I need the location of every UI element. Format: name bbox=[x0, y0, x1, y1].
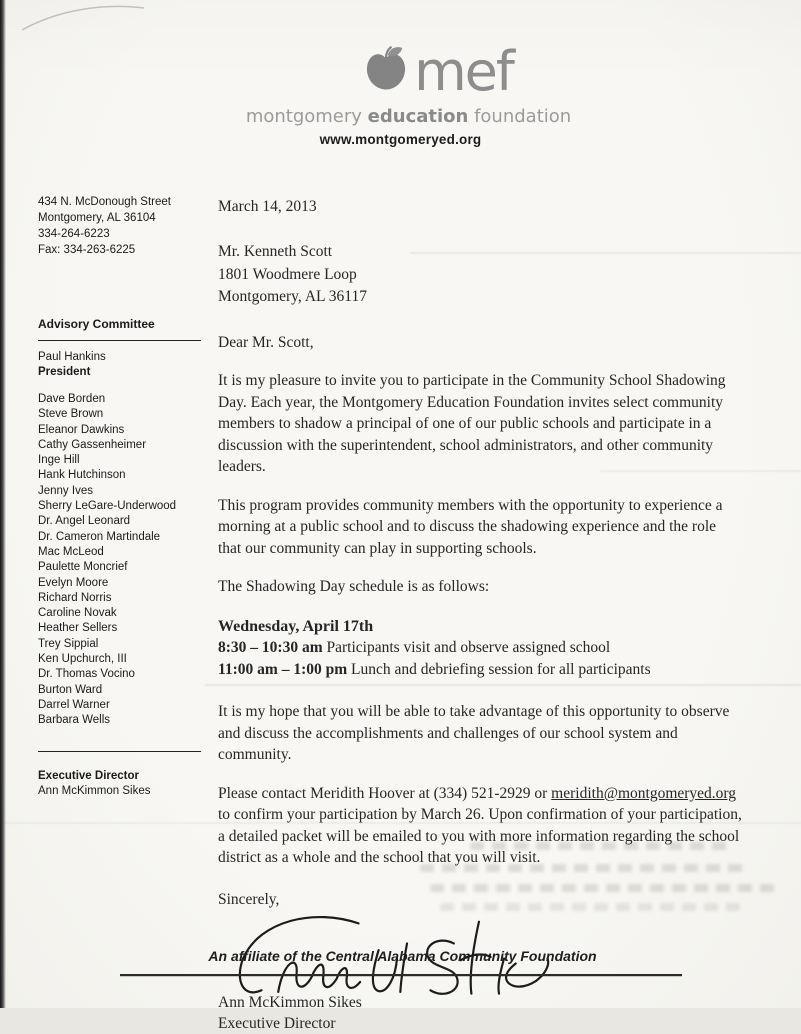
committee-member: Burton Ward bbox=[38, 683, 103, 696]
committee-member: Paulette Moncrief bbox=[38, 561, 128, 574]
scan-scratch-artifact bbox=[18, 0, 148, 32]
committee-member: Dr. Thomas Vocino bbox=[38, 668, 135, 681]
footer bbox=[0, 948, 801, 964]
schedule-desc: Lunch and debriefing session for all participants bbox=[347, 660, 651, 678]
executive-director-block bbox=[38, 769, 210, 799]
address-line: Fax: 334-263-6225 bbox=[38, 244, 136, 256]
committee-member-list bbox=[38, 392, 210, 729]
logo-wordmark: mef bbox=[414, 40, 513, 103]
committee-member: Richard Norris bbox=[38, 591, 112, 604]
executive-director-name: Ann McKimmon Sikes bbox=[38, 784, 151, 797]
paragraph-program: This program provides community members with the opportunity to experience a morning at a public school and to discuss the shadowing experience and the role that our community can play in supporting schools. bbox=[218, 496, 723, 557]
address-line: 334-264-6223 bbox=[38, 228, 110, 240]
paragraph-hope: It is my hope that you will be able to take advantage of this opportunity to observe and discuss the accomplishments and challenges of our school system and community. bbox=[218, 703, 730, 764]
schedule-desc: Participants visit and observe assigned school bbox=[322, 639, 611, 657]
footer-rule bbox=[120, 974, 682, 976]
sidebar bbox=[38, 194, 210, 799]
recipient-line: 1801 Woodmere Loop bbox=[218, 265, 357, 283]
committee-member: Barbara Wells bbox=[38, 714, 111, 727]
apple-icon bbox=[360, 42, 412, 98]
logo-tagline bbox=[8, 106, 801, 127]
president-title: President bbox=[38, 366, 91, 378]
address-line: 434 N. McDonough Street bbox=[38, 196, 171, 208]
committee-member: Cathy Gassenheimer bbox=[38, 438, 147, 451]
executive-director-title: Executive Director bbox=[38, 769, 139, 782]
committee-member: Ken Upchurch, III bbox=[38, 653, 127, 666]
paragraph-contact bbox=[218, 783, 742, 869]
committee-member: Steve Brown bbox=[38, 408, 104, 421]
foundation-address bbox=[38, 194, 210, 258]
schedule-day: Wednesday, April 17th bbox=[218, 617, 374, 635]
tagline-bold: education bbox=[367, 106, 469, 127]
letter-body bbox=[218, 196, 742, 1034]
letter-date: March 14, 2013 bbox=[218, 198, 317, 215]
tagline-post: foundation bbox=[468, 106, 572, 127]
contact-post: to confirm your participation by March 26. Upon confirmation of your participation, a detailed packet will be emailed to you with more information regarding the school district as a whole and the school that you will visit. bbox=[218, 806, 742, 867]
website-url: www.montgomeryed.org bbox=[319, 132, 482, 147]
divider bbox=[38, 340, 201, 341]
committee-member: Dave Borden bbox=[38, 393, 106, 405]
committee-member: Evelyn Moore bbox=[38, 576, 109, 589]
address-line: Montgomery, AL 36104 bbox=[38, 212, 156, 224]
committee-member: Inge Hill bbox=[38, 454, 80, 467]
affiliation-text: An affiliate of the Central Alabama Community Foundation bbox=[208, 948, 597, 964]
committee-member: Dr. Angel Leonard bbox=[38, 515, 131, 528]
schedule-item-lunch bbox=[218, 659, 742, 681]
committee-member: Darrel Warner bbox=[38, 698, 110, 711]
committee-member: Eleanor Dawkins bbox=[38, 423, 125, 436]
committee-member: Trey Sippial bbox=[38, 637, 99, 650]
advisory-committee-heading: Advisory Committee bbox=[38, 317, 155, 331]
letterhead bbox=[0, 36, 801, 147]
recipient-line: Mr. Kenneth Scott bbox=[218, 243, 333, 260]
schedule-intro: The Shadowing Day schedule is as follows: bbox=[218, 578, 490, 596]
contact-pre: Please contact Meridith Hoover at (334) 521-2929 or bbox=[218, 784, 552, 802]
scan-edge-shadow bbox=[0, 0, 6, 1008]
schedule-time: 8:30 – 10:30 am bbox=[218, 639, 323, 657]
schedule-time: 11:00 am – 1:00 pm bbox=[218, 660, 348, 678]
closing: Sincerely, bbox=[218, 890, 280, 908]
email-link: meridith@montgomeryed.org bbox=[551, 784, 737, 802]
committee-member: Hank Hutchinson bbox=[38, 469, 126, 482]
president-name: Paul Hankins bbox=[38, 351, 106, 363]
signature-name: Ann McKimmon Sikes bbox=[218, 994, 362, 1012]
recipient-address bbox=[218, 241, 742, 309]
committee-member: Sherry LeGare-Underwood bbox=[38, 500, 177, 513]
committee-member: Jenny Ives bbox=[38, 484, 93, 497]
committee-member: Caroline Novak bbox=[38, 607, 117, 620]
divider bbox=[38, 751, 201, 752]
signature-title: Executive Director bbox=[218, 1015, 336, 1033]
committee-member: Dr. Cameron Martindale bbox=[38, 530, 161, 543]
recipient-line: Montgomery, AL 36117 bbox=[218, 288, 367, 306]
tagline-pre: montgomery bbox=[245, 106, 368, 127]
committee-member: Mac McLeod bbox=[38, 545, 104, 558]
schedule-item-morning bbox=[218, 637, 742, 659]
committee-member: Heather Sellers bbox=[38, 622, 118, 635]
logo bbox=[36, 36, 801, 103]
salutation: Dear Mr. Scott, bbox=[218, 333, 314, 351]
paragraph-invitation: It is my pleasure to invite you to participate in the Community School Shadowing Day. Each year, the Montgomery Education Foundation invites select community members to shadow a principal of one of our public schools and participate in a discussion with the superintendent, school administrators, and other community leaders. bbox=[218, 372, 726, 476]
